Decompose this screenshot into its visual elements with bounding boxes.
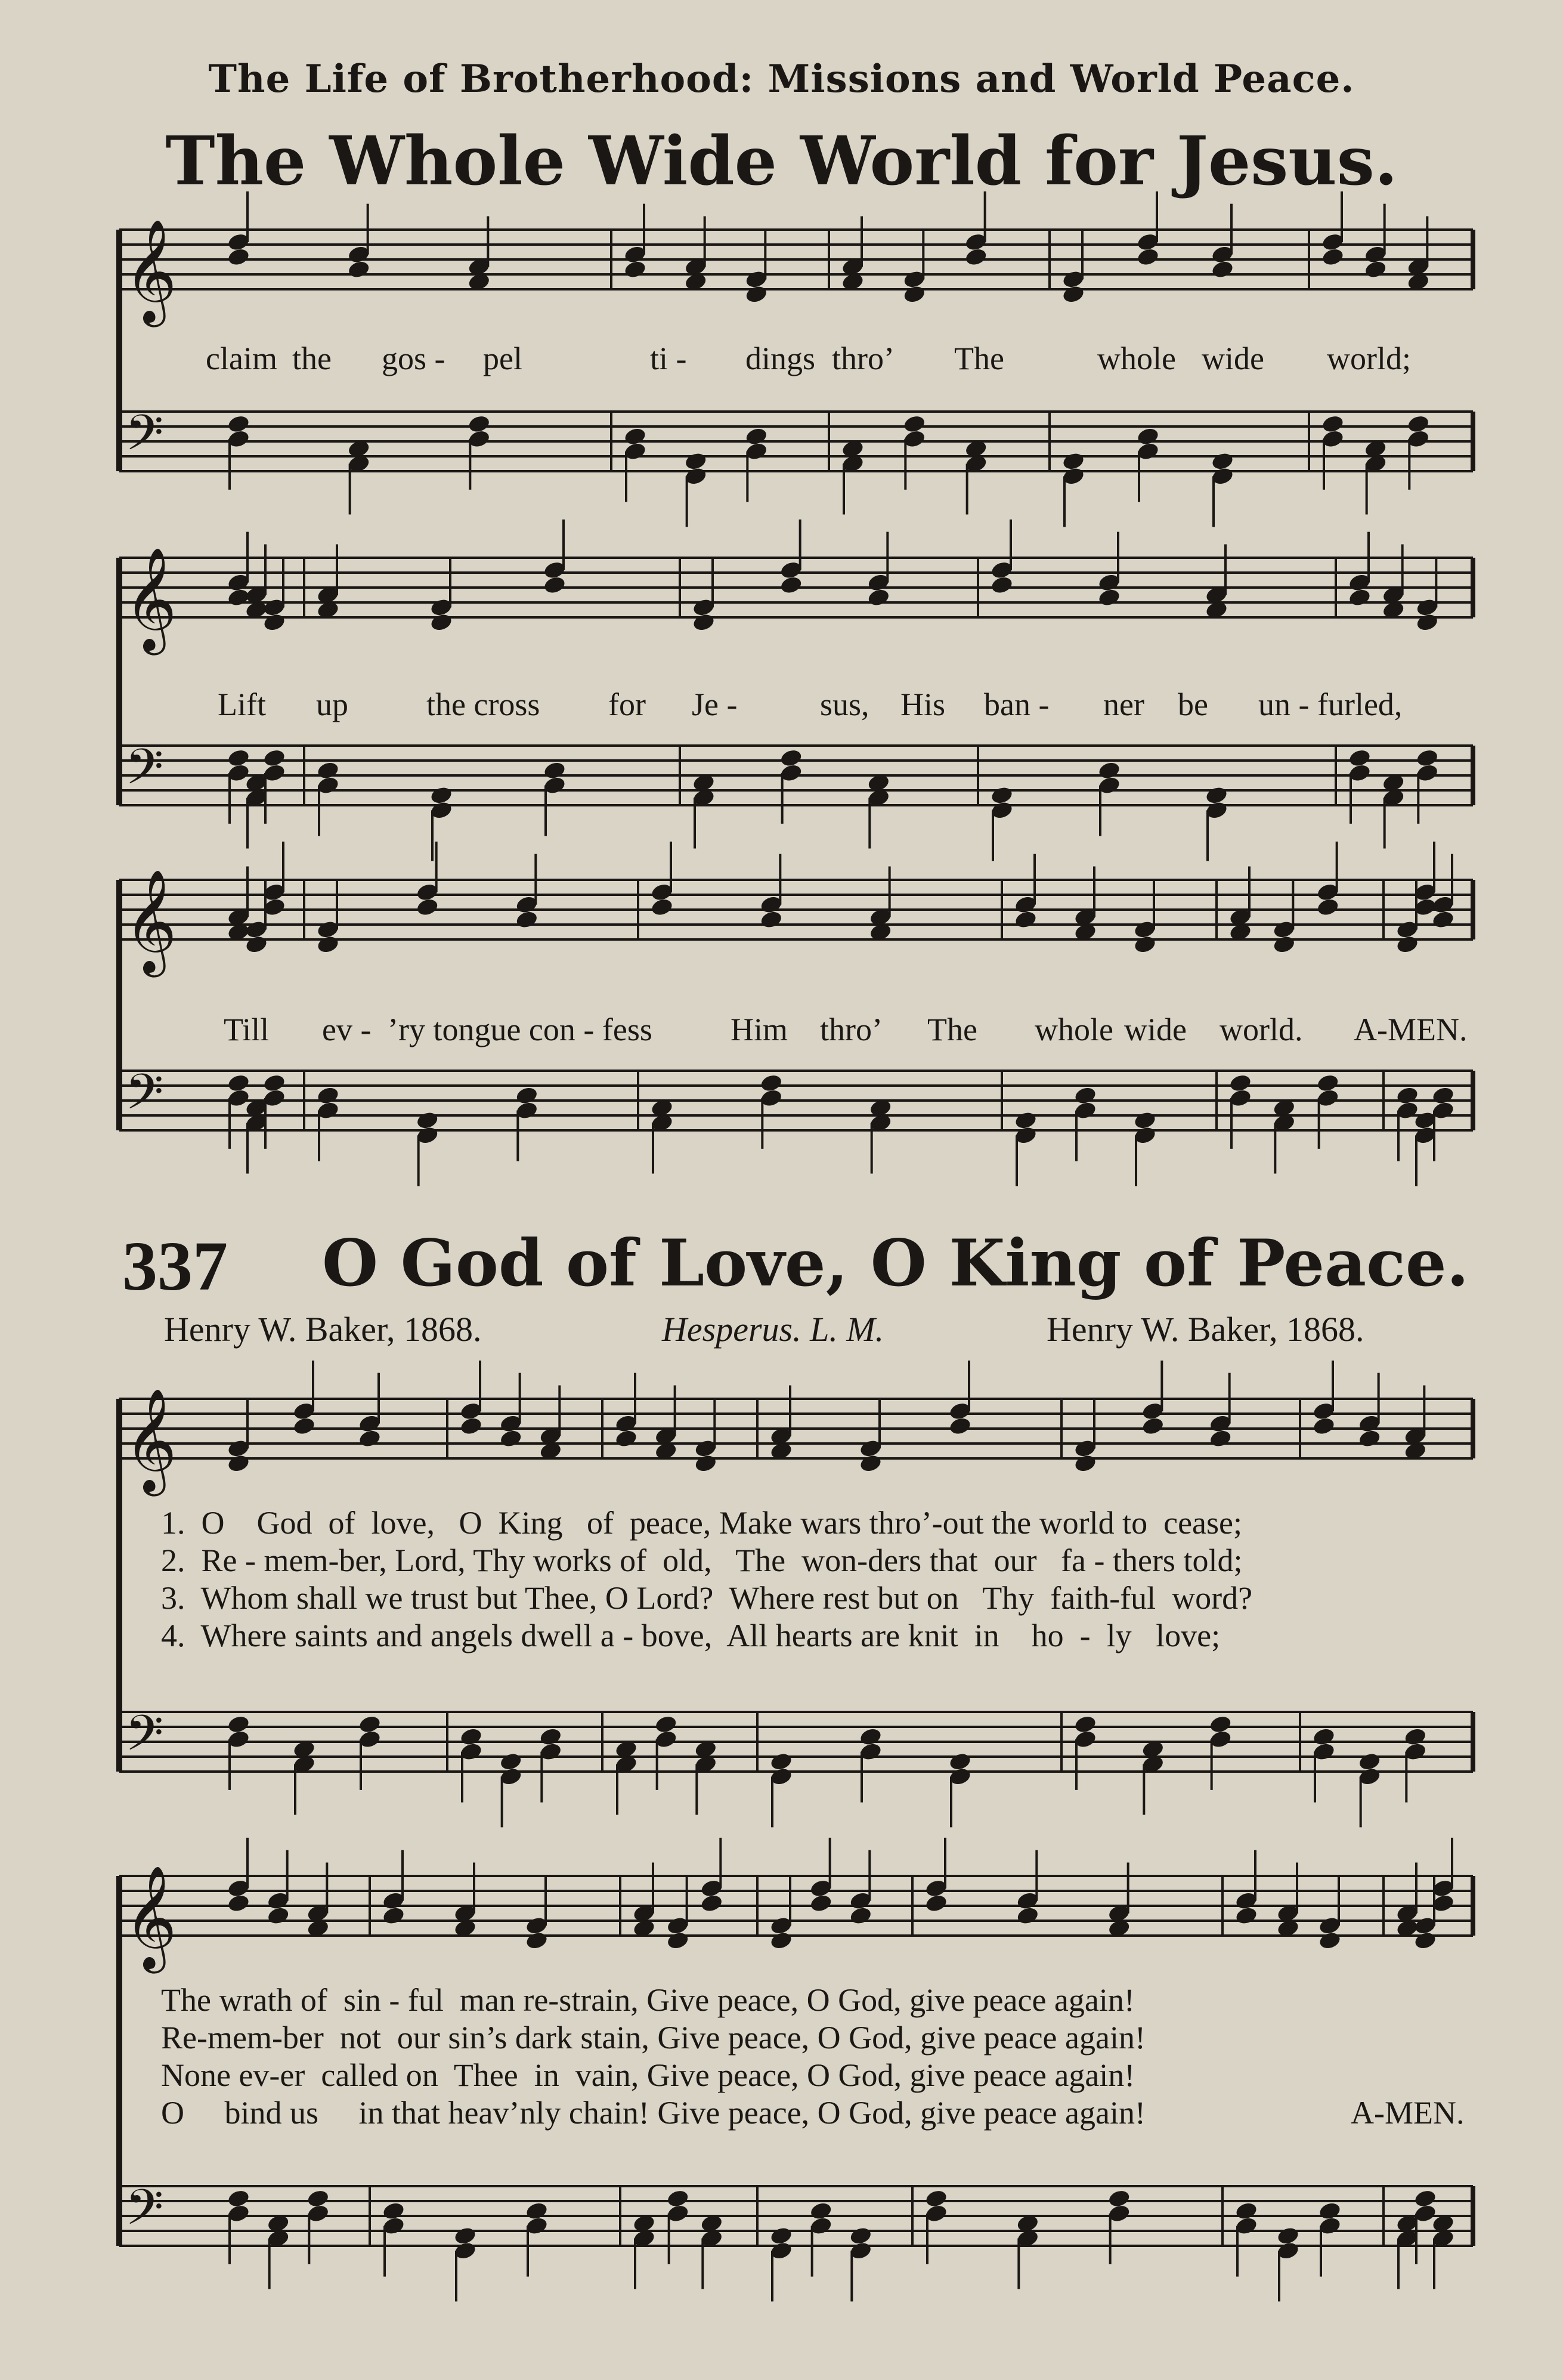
verse-3a: 3. Whom shall we trust but Thee, O Lord? Where rest but on Thy faith-ful word? <box>161 1580 1253 1616</box>
note-head <box>809 1893 833 1914</box>
lyric-syllable: world; <box>1327 341 1411 376</box>
note-head <box>1312 1727 1336 1747</box>
note-head <box>990 575 1014 595</box>
note-head <box>358 1429 382 1449</box>
treble-clef-icon: 𝄞 <box>124 1388 177 1492</box>
lyric-syllable: thro’ <box>820 1012 883 1047</box>
note-head <box>1348 748 1372 768</box>
lyric-syllable: whole <box>1035 1012 1113 1047</box>
note-head <box>1321 414 1345 434</box>
note-head <box>227 414 250 434</box>
note-head <box>1016 1906 1039 1926</box>
lyric-syllable: pel <box>483 341 522 376</box>
note-head <box>990 785 1014 805</box>
note-head <box>1316 1073 1340 1093</box>
note-head <box>769 2226 793 2246</box>
note-head <box>382 2201 406 2221</box>
lyric-syllable: the <box>292 341 332 376</box>
lyric-syllable: the cross <box>426 687 540 722</box>
note-head <box>623 259 647 280</box>
note-head <box>1133 1110 1157 1130</box>
lyric-syllable: ev - <box>322 1012 372 1047</box>
lyric-syllable: ban - <box>984 687 1050 722</box>
lyric-syllable: Till <box>224 1012 270 1047</box>
bass-clef-icon: 𝄢 <box>125 1704 164 1774</box>
note-head <box>316 761 340 781</box>
note-head <box>1209 1714 1233 1735</box>
note-head <box>744 426 768 447</box>
note-head <box>1107 2189 1131 2209</box>
note-head <box>866 588 890 608</box>
note-head <box>1348 588 1372 608</box>
amen-2: A-MEN. <box>1351 2095 1465 2131</box>
note-head <box>316 934 340 954</box>
treble-clef-icon: 𝄞 <box>124 869 177 973</box>
note-head <box>1228 1073 1252 1093</box>
verse-4b: O bind us in that heav’nly chain! Give peace, O God, give peace again! <box>161 2095 1146 2131</box>
note-head <box>1395 1086 1419 1106</box>
note-head <box>227 1893 250 1914</box>
lyric-syllable: ’ry tongue con - fess <box>388 1012 652 1047</box>
note-head <box>459 1416 483 1436</box>
lyric-syllable: whole <box>1097 341 1176 376</box>
section-header: The Life of Brotherhood: Missions and World Peace. <box>208 57 1355 101</box>
note-head <box>382 1906 406 1926</box>
note-head <box>244 934 268 954</box>
lyric-syllable: ner <box>1103 687 1144 722</box>
lyric-syllable: wide <box>1202 341 1264 376</box>
note-head <box>902 284 926 304</box>
note-head <box>1234 2201 1258 2221</box>
note-head <box>416 897 440 917</box>
note-head <box>453 2226 477 2246</box>
note-head <box>666 2189 690 2209</box>
note-head <box>1136 426 1160 447</box>
note-head <box>1141 1416 1165 1436</box>
note-head <box>1097 761 1121 781</box>
note-head <box>1272 934 1296 954</box>
note-head <box>1321 247 1345 267</box>
note-head <box>267 1906 290 1926</box>
note-head <box>849 1906 872 1926</box>
note-head <box>1395 934 1419 954</box>
note-head <box>948 1751 972 1772</box>
note-head <box>429 612 453 632</box>
author-credit: Henry W. Baker, 1868. <box>164 1310 482 1349</box>
note-head <box>227 2189 250 2209</box>
treble-clef-icon: 𝄞 <box>124 219 177 323</box>
note-head <box>262 1073 286 1093</box>
note-head <box>1364 259 1388 280</box>
note-head <box>1234 1906 1258 1926</box>
note-head <box>1312 1416 1336 1436</box>
verse-1b: The wrath of sin - ful man re-strain, Give peace, O God, give peace again! <box>161 1982 1135 2018</box>
note-head <box>924 1893 948 1914</box>
note-head <box>694 1453 717 1473</box>
note-head <box>623 426 647 447</box>
note-head <box>1097 588 1121 608</box>
note-head <box>499 1429 523 1449</box>
note-head <box>262 612 286 632</box>
note-head <box>666 1930 690 1951</box>
note-head <box>859 1727 883 1747</box>
note-head <box>859 1453 883 1473</box>
lyric-syllable: be <box>1178 687 1208 722</box>
note-head <box>1358 1751 1382 1772</box>
lyric-syllable: ti - <box>650 341 687 376</box>
verse-1a: 1. O God of love, O King of peace, Make wars thro’-out the world to cease; <box>161 1505 1243 1541</box>
note-head <box>416 1110 440 1130</box>
lyric-syllable: thro’ <box>832 341 895 376</box>
note-head <box>227 1073 250 1093</box>
note-head <box>769 1930 793 1951</box>
lyric-syllable: claim <box>206 341 277 376</box>
bass-clef-icon: 𝄢 <box>125 404 164 474</box>
note-head <box>779 575 803 595</box>
lyric-syllable: Je - <box>692 687 738 722</box>
lyric-syllable: dings <box>745 341 816 376</box>
note-head <box>1073 1714 1097 1735</box>
note-head <box>744 284 768 304</box>
tune-credit: Hesperus. L. M. <box>662 1310 884 1349</box>
note-head <box>316 1086 340 1106</box>
note-head <box>1431 910 1455 930</box>
note-head <box>1061 284 1085 304</box>
hymn-number: 337 <box>122 1227 228 1305</box>
verse-2b: Re-mem-ber not our sin’s dark stain, Give peace, O God, give peace again! <box>161 2020 1146 2056</box>
treble-clef-icon: 𝄞 <box>124 1865 177 1969</box>
lyric-syllable: The <box>927 1012 977 1047</box>
note-head <box>538 1727 562 1747</box>
note-head <box>347 259 371 280</box>
note-head <box>849 2226 872 2246</box>
note-head <box>779 748 803 768</box>
verse-4a: 4. Where saints and angels dwell a - bove, All hearts are knit in ho - ly love; <box>161 1618 1221 1653</box>
note-head <box>1209 1429 1233 1449</box>
lyric-syllable: for <box>608 687 646 722</box>
note-head <box>292 1416 316 1436</box>
note-head <box>227 1453 250 1473</box>
note-head <box>1431 1086 1455 1106</box>
note-head <box>543 575 567 595</box>
note-head <box>306 2189 330 2209</box>
note-head <box>759 910 783 930</box>
note-head <box>1014 1110 1038 1130</box>
note-head <box>358 1714 382 1735</box>
verse-3b: None ev-er called on Thee in vain, Give peace, O God, give peace again! <box>161 2057 1135 2093</box>
treble-clef-icon: 𝄞 <box>124 547 177 651</box>
lyric-syllable: wide <box>1124 1012 1187 1047</box>
note-head <box>1403 1727 1427 1747</box>
note-head <box>924 2189 948 2209</box>
note-head <box>1061 451 1085 471</box>
hymn-title-2: O God of Love, O King of Peace. <box>322 1226 1469 1301</box>
bass-clef-icon: 𝄢 <box>125 2178 164 2248</box>
lyric-syllable: Him <box>731 1012 788 1047</box>
note-head <box>1211 259 1234 280</box>
note-head <box>459 1727 483 1747</box>
lyric-syllable: world. <box>1220 1012 1303 1047</box>
note-head <box>227 1714 250 1735</box>
note-head <box>654 1714 678 1735</box>
note-head <box>499 1751 523 1772</box>
note-head <box>1136 247 1160 267</box>
note-head <box>1318 1930 1342 1951</box>
lyric-syllable: Lift <box>218 687 266 722</box>
note-head <box>1276 2226 1300 2246</box>
bass-clef-icon: 𝄢 <box>125 1063 164 1133</box>
lyric-syllable: up <box>316 687 348 722</box>
note-head <box>1358 1429 1382 1449</box>
note-head <box>1133 934 1157 954</box>
lyric-syllable: A-MEN. <box>1354 1012 1468 1047</box>
note-head <box>1318 2201 1342 2221</box>
note-head <box>684 451 708 471</box>
note-head <box>227 247 250 267</box>
note-head <box>614 1429 638 1449</box>
lyric-syllable: gos - <box>382 341 445 376</box>
note-head <box>1205 785 1228 805</box>
note-head <box>948 1416 972 1436</box>
note-head <box>964 247 988 267</box>
note-head <box>1014 910 1038 930</box>
lyric-syllable: His <box>900 687 946 722</box>
composer-credit: Henry W. Baker, 1868. <box>1047 1310 1364 1349</box>
note-head <box>650 897 674 917</box>
note-head <box>525 1930 549 1951</box>
note-head <box>543 761 567 781</box>
note-head <box>467 414 491 434</box>
note-head <box>809 2201 833 2221</box>
note-head <box>759 1073 783 1093</box>
note-head <box>769 1751 793 1772</box>
note-head <box>515 1086 538 1106</box>
note-head <box>1415 612 1439 632</box>
note-head <box>902 414 926 434</box>
note-head <box>515 910 538 930</box>
note-head <box>700 1893 723 1914</box>
note-head <box>1413 1930 1437 1951</box>
hymn-title: The Whole Wide World for Jesus. <box>165 122 1398 200</box>
note-head <box>429 785 453 805</box>
note-head <box>262 748 286 768</box>
note-head <box>692 612 716 632</box>
note-head <box>525 2201 549 2221</box>
lyric-syllable: sus, <box>820 687 869 722</box>
note-head <box>227 748 250 768</box>
verse-2a: 2. Re - mem-ber, Lord, Thy works of old, The won-ders that our fa - thers told; <box>161 1543 1243 1578</box>
lyric-syllable: The <box>954 341 1004 376</box>
note-head <box>1406 414 1430 434</box>
note-head <box>1073 1453 1097 1473</box>
note-head <box>1073 1086 1097 1106</box>
note-head <box>1415 748 1439 768</box>
note-head <box>1316 897 1340 917</box>
lyric-syllable: un - furled, <box>1258 687 1403 722</box>
note-head <box>1211 451 1234 471</box>
note-head <box>1413 2189 1437 2209</box>
bass-clef-icon: 𝄢 <box>125 738 164 808</box>
